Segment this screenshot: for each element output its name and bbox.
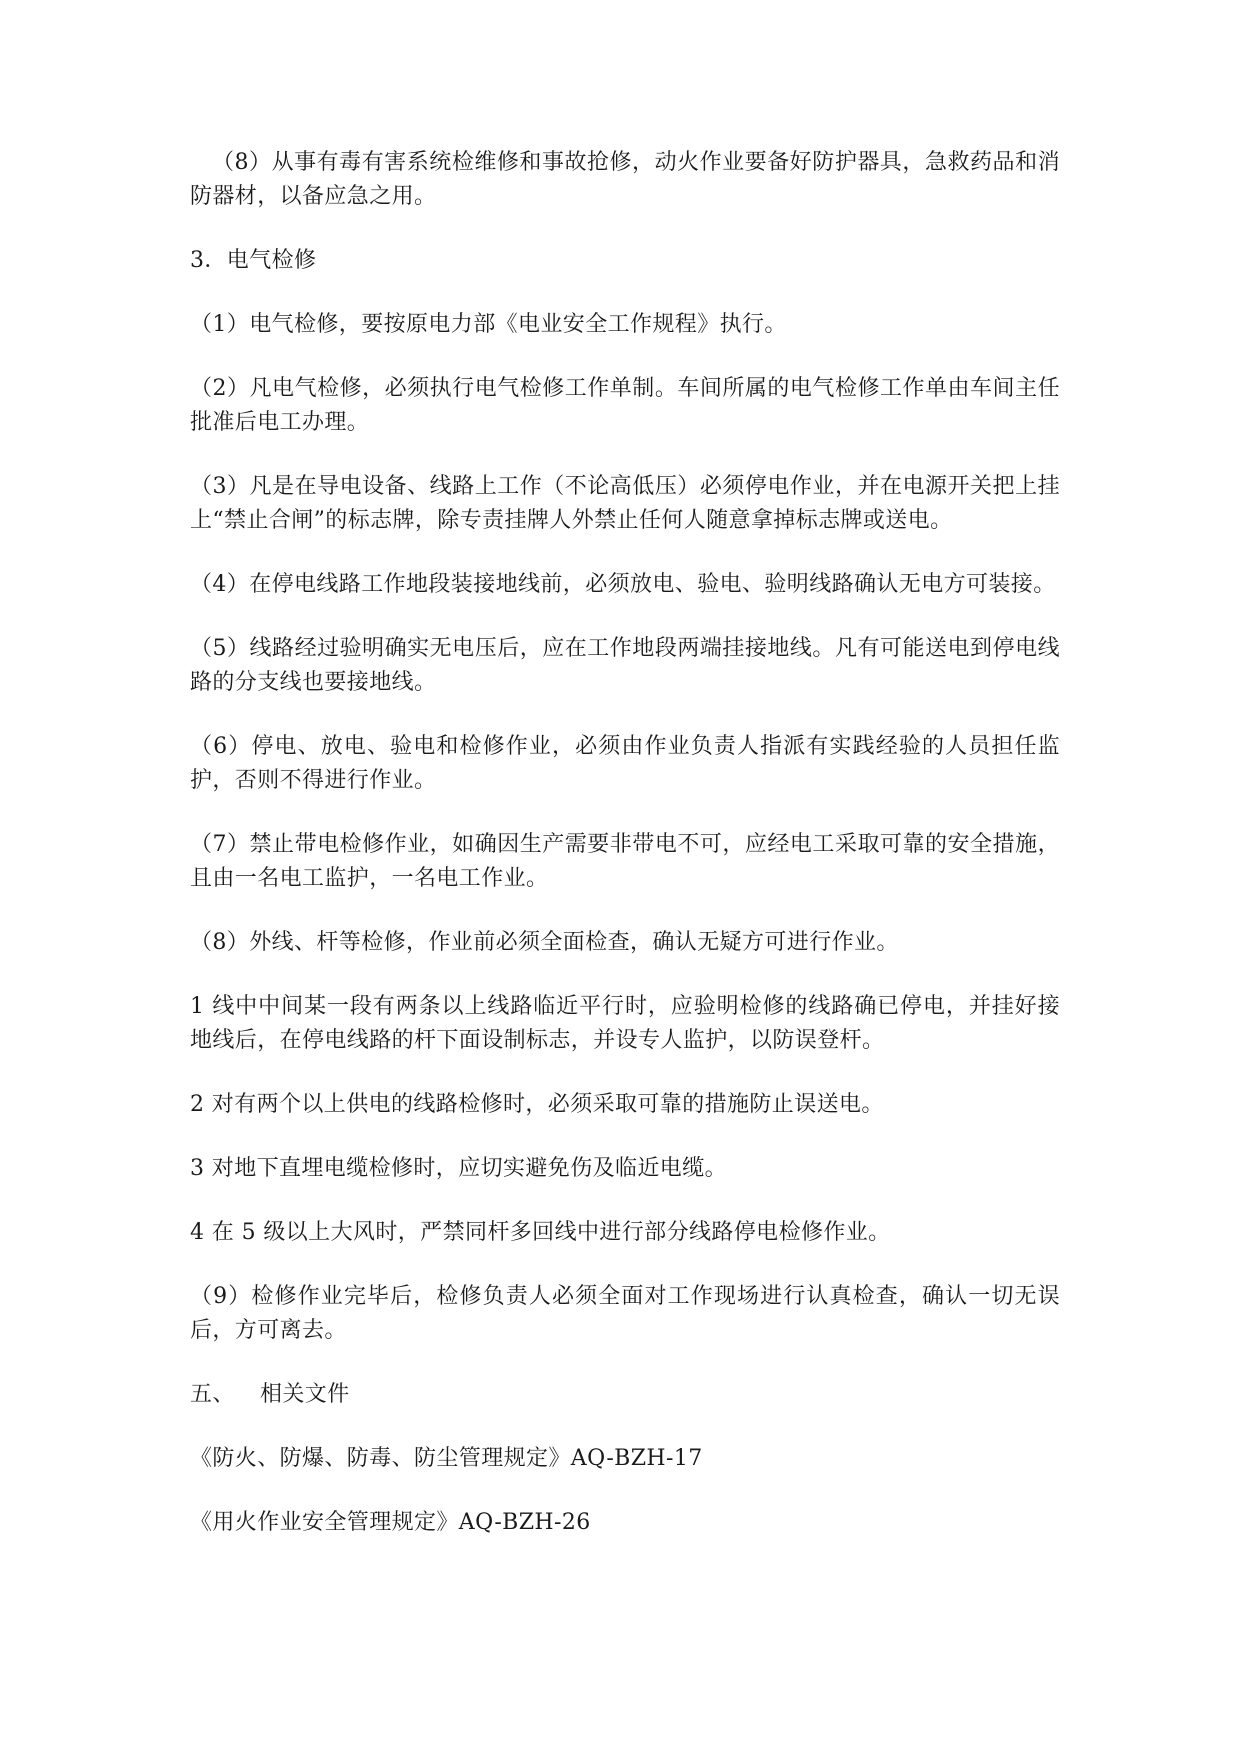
section-title-related-documents (190, 1378, 1060, 1412)
paragraph-4: （4）在停电线路工作地段装接地线前，必须放电、验电、验明线路确认无电方可装接。 (190, 572, 1056, 597)
reference-item-2: 《用火作业安全管理规定》AQ-BZH-26 (190, 1510, 591, 1535)
paragraph-9: （9）检修作业完毕后，检修负责人必须全面对工作现场进行认真检查，确认一切无误后，方可离去。 (190, 1284, 1060, 1343)
section-title-text: 相关文件 (260, 1382, 350, 1407)
paragraph-7: （7）禁止带电检修作业，如确因生产需要非带电不可，应经电工采取可靠的安全措施，且由一名电工监护，一名电工作业。 (190, 832, 1060, 891)
section-number: 五、 (190, 1382, 235, 1407)
paragraph-6: （6）停电、放电、验电和检修作业，必须由作业负责人指派有实践经验的人员担任监护，否则不得进行作业。 (190, 734, 1060, 793)
list-item-2: 2 对有两个以上供电的线路检修时，必须采取可靠的措施防止误送电。 (190, 1092, 884, 1117)
paragraph-1: （1）电气检修，要按原电力部《电业安全工作规程》执行。 (190, 312, 787, 337)
list-item-1: 1 线中中间某一段有两条以上线路临近平行时，应验明检修的线路确已停电，并挂好接地线后，在停电线路的杆下面设制标志，并设专人监护，以防误登杆。 (190, 994, 1060, 1053)
paragraph-8: （8）外线、杆等检修，作业前必须全面检查，确认无疑方可进行作业。 (190, 930, 899, 955)
paragraph-2: （2）凡电气检修，必须执行电气检修工作单制。车间所属的电气检修工作单由车间主任批准后电工办理。 (190, 376, 1060, 435)
list-item-3: 3 对地下直埋电缆检修时，应切实避免伤及临近电缆。 (190, 1156, 727, 1181)
list-item-4: 4 在 5 级以上大风时，严禁同杆多回线中进行部分线路停电检修作业。 (190, 1220, 891, 1245)
paragraph-5: （5）线路经过验明确实无电压后，应在工作地段两端挂接地线。凡有可能送电到停电线路的分支线也要接地线。 (190, 636, 1060, 695)
paragraph-8-hazard-repair: （8）从事有毒有害系统检维修和事故抢修，动火作业要备好防护器具，急救药品和消防器材，以备应急之用。 (190, 150, 1060, 209)
reference-item-1: 《防火、防爆、防毒、防尘管理规定》AQ-BZH-17 (190, 1446, 703, 1471)
heading-electrical-maintenance: 3．电气检修 (190, 248, 317, 273)
document-body (190, 146, 1060, 1570)
paragraph-3: （3）凡是在导电设备、线路上工作（不论高低压）必须停电作业，并在电源开关把上挂上“禁止合闸”的标志牌，除专责挂牌人外禁止任何人随意拿掉标志牌或送电。 (190, 474, 1060, 533)
